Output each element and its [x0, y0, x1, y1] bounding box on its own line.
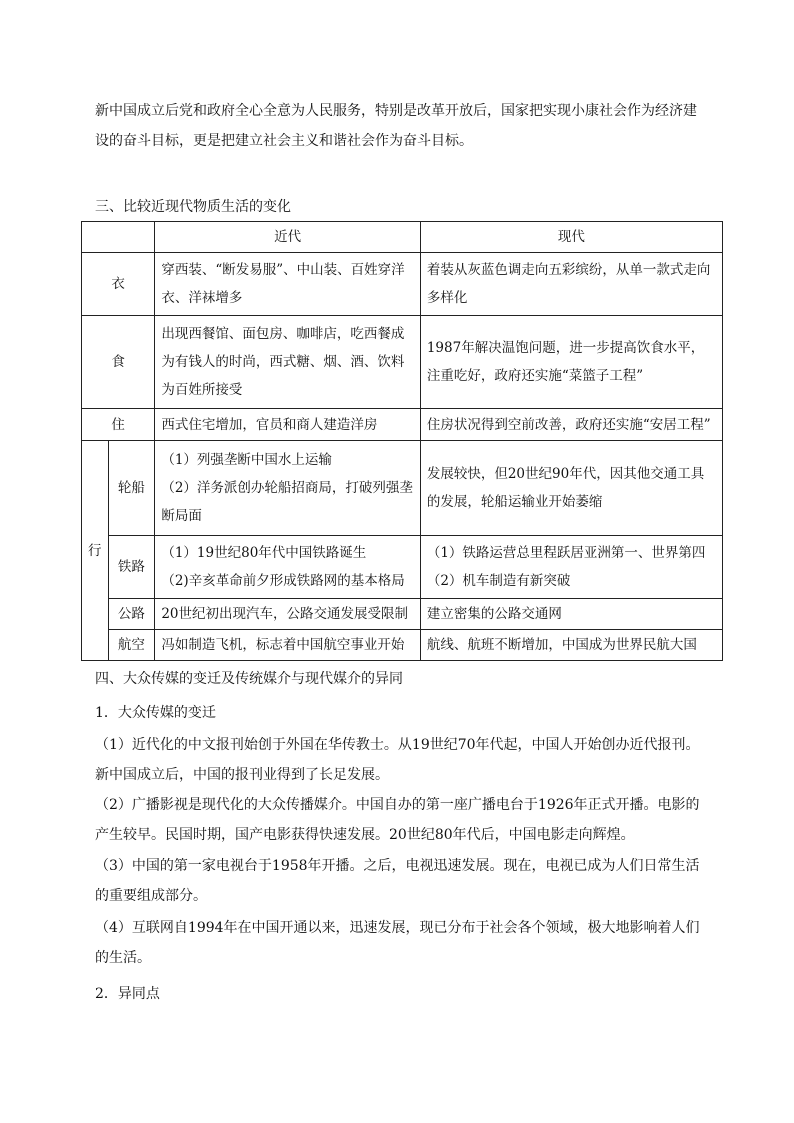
table-row: [82, 316, 723, 409]
ship-modern: 发展较快，但20世纪90年代，因其他交通工具的发展，轮船运输业开始萎缩: [420, 441, 722, 536]
table-row: [82, 409, 723, 441]
comparison-table: [81, 221, 723, 661]
row-label-rail: 铁路: [108, 536, 155, 599]
table-row: [82, 536, 723, 599]
row-label-air: 航空: [108, 630, 155, 661]
housing-early: 西式住宅增加，官员和商人建造洋房: [155, 409, 421, 441]
row-label-transport: 行: [82, 441, 109, 661]
section3-heading: 三、比较近现代物质生活的变化: [95, 199, 291, 215]
ship-early-item-1: （1）列强垄断中国水上运输: [161, 452, 332, 468]
housing-modern: 住房状况得到空前改善，政府还实施“安居工程”: [420, 409, 722, 441]
rail-early: [155, 536, 421, 599]
subheading-changes: 1．大众传媒的变迁: [95, 705, 216, 721]
row-label-housing: 住: [82, 409, 155, 441]
clothing-modern: 着装从灰蓝色调走向五彩缤纷，从单一款式走向多样化: [420, 253, 722, 316]
subheading-similarities: 2．异同点: [95, 986, 160, 1002]
paragraph-radio-film: （2）广播影视是现代化的大众传播媒介。中国自办的第一座广播电台于1926年正式开播。电影的产生较早。民国时期，国产电影获得快速发展。20世纪80年代后，中国电影走向辉煌。: [95, 797, 700, 843]
row-label-road: 公路: [108, 599, 155, 630]
row-label-food: 食: [82, 316, 155, 409]
header-empty-cell: [82, 222, 155, 253]
table-row: [82, 599, 723, 630]
section4-heading: 四、大众传媒的变迁及传统媒介与现代媒介的异同: [95, 671, 403, 687]
food-modern: 1987年解决温饱问题，进一步提高饮食水平，注重吃好，政府还实施“菜篮子工程”: [420, 316, 722, 409]
rail-early-item-1: （1）19世纪80年代中国铁路诞生: [161, 545, 367, 561]
table-row: [82, 630, 723, 661]
ship-early: [155, 441, 421, 536]
table-header-row: [82, 222, 723, 253]
air-early: 冯如制造飞机，标志着中国航空事业开始: [155, 630, 421, 661]
row-label-ship: 轮船: [108, 441, 155, 536]
road-modern: 建立密集的公路交通网: [420, 599, 722, 630]
header-modern: 现代: [420, 222, 722, 253]
food-early: 出现西餐馆、面包房、咖啡店，吃西餐成为有钱人的时尚，西式糖、烟、酒、饮料为百姓所接受: [155, 316, 421, 409]
rail-early-item-2: （2)辛亥革命前夕形成铁路网的基本格局: [161, 573, 405, 589]
intro-paragraph: 新中国成立后党和政府全心全意为人民服务，特别是改革开放后，国家把实现小康社会作为经济建设的奋斗目标，更是把建立社会主义和谐社会作为奋斗目标。: [95, 103, 697, 149]
clothing-early: 穿西装、“断发易服”、中山装、百姓穿洋衣、洋袜增多: [155, 253, 421, 316]
row-label-clothing: 衣: [82, 253, 155, 316]
ship-early-item-2: （2）洋务派创办轮船招商局，打破列强垄断局面: [161, 480, 413, 524]
paragraph-television: （3）中国的第一家电视台于1958年开播。之后，电视迅速发展。现在，电视已成为人们日常生活的重要组成部分。: [95, 858, 700, 904]
table-row: [82, 441, 723, 536]
air-modern: 航线、航班不断增加，中国成为世界民航大国: [420, 630, 722, 661]
rail-modern: [420, 536, 722, 599]
road-early: 20世纪初出现汽车，公路交通发展受限制: [155, 599, 421, 630]
header-early-modern: 近代: [155, 222, 421, 253]
rail-modern-item-1: （1）铁路运营总里程跃居亚洲第一、世界第四: [426, 545, 706, 561]
table-row: [82, 253, 723, 316]
paragraph-internet: （4）互联网自1994年在中国开通以来，迅速发展，现已分布于社会各个领域，极大地影响着人们的生活。: [95, 920, 700, 966]
rail-modern-item-2: （2）机车制造有新突破: [426, 573, 571, 589]
paragraph-newspapers: （1）近代化的中文报刊始创于外国在华传教士。从19世纪70年代起，中国人开始创办近代报刊。新中国成立后，中国的报刊业得到了长足发展。: [95, 737, 700, 783]
